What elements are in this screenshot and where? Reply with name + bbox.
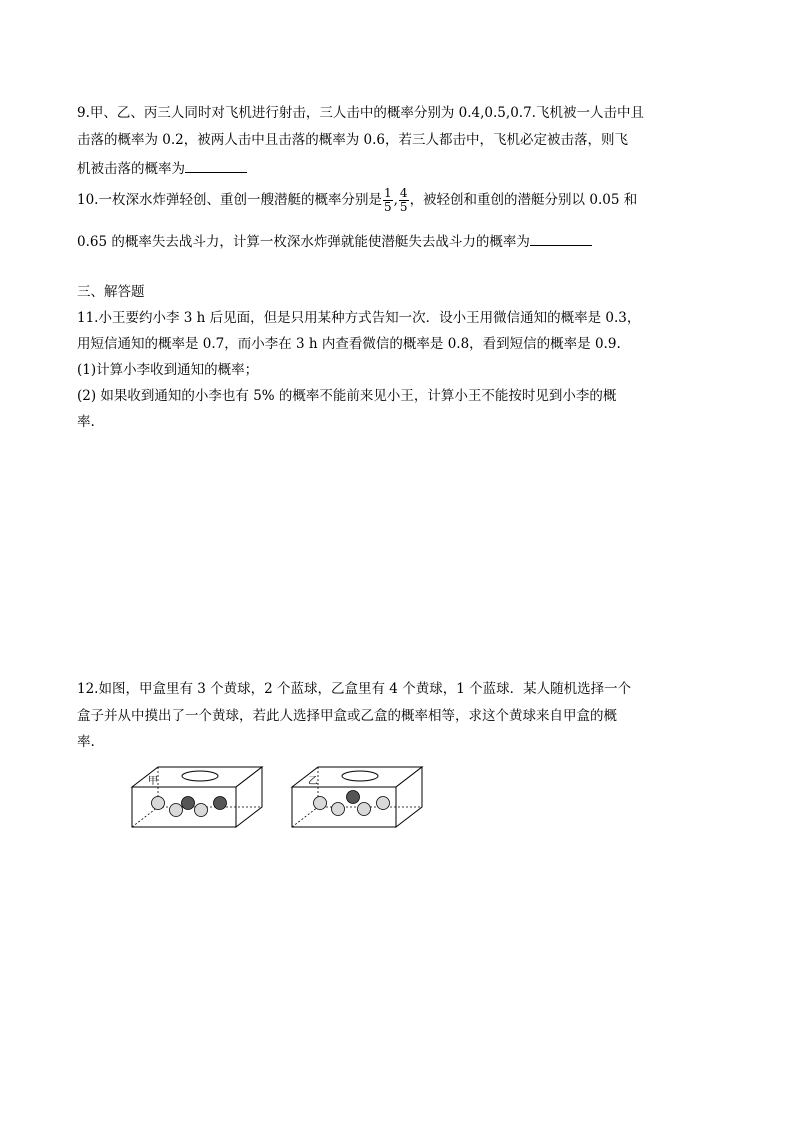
box-a-label: 甲: [148, 776, 158, 787]
q12-line-3: 率.: [77, 734, 95, 750]
q10-line-2-text: 0.65 的概率失去战斗力，计算一枚深水炸弹就能使潜艇失去战斗力的概率为: [77, 234, 530, 250]
q11-line-1: 11.小王要约小李 3 h 后见面，但是只用某种方式告知一次．设小王用微信通知的概率是 0.3，: [77, 310, 641, 326]
q12-line-1: 12.如图，甲盒里有 3 个黄球，2 个蓝球，乙盒里有 4 个黄球，1 个蓝球．某人随机选择一个: [77, 681, 632, 697]
box-a-yellow-ball: [195, 804, 208, 817]
q9-line-3: [77, 158, 247, 178]
q11-part-2-line-1: (2) 如果收到通知的小李也有 5% 的概率不能前来见小王，计算小王不能按时见到小李的概: [77, 388, 617, 404]
box-b-yellow-ball: [377, 797, 390, 810]
box-a-opening: [182, 771, 218, 781]
box-a-blue-ball: [214, 797, 227, 810]
q10-prefix: 10.一枚深水炸弹轻创、重创一艘潜艇的概率分别是: [77, 192, 382, 208]
q10-fraction-2: [399, 187, 409, 214]
q10-answer-blank: [530, 231, 592, 246]
q10-suffix: ，被轻创和重创的潜艇分别以 0.05 和: [409, 192, 638, 208]
box-b-blue-ball: [347, 791, 360, 804]
q10-frac2-denominator: 5: [399, 200, 408, 214]
box-b-yellow-ball: [358, 803, 371, 816]
q10-frac1-numerator: 1: [383, 186, 392, 200]
q9-line-3-text: 机被击落的概率为: [77, 161, 185, 177]
box-b-yellow-ball: [332, 803, 345, 816]
q10-fraction-1: [383, 187, 393, 214]
q10-line-2: [77, 231, 592, 251]
q11-part-2-line-2: 率.: [77, 414, 95, 430]
q10-comma: ,: [393, 192, 398, 208]
boxes-illustration: [128, 765, 428, 833]
q10-line-1: [77, 184, 637, 216]
q9-answer-blank: [185, 158, 247, 173]
q11-part-1: (1)计算小李收到通知的概率；: [77, 362, 259, 378]
q10-frac2-numerator: 4: [399, 186, 408, 200]
q11-line-2: 用短信通知的概率是 0.7，而小李在 3 h 内查看微信的概率是 0.8，看到短信的概率是 0.9.: [77, 336, 621, 352]
section-title: 三、解答题: [77, 284, 145, 300]
q9-line-1: 9.甲、乙、丙三人同时对飞机进行射击，三人击中的概率分别为 0.4,0.5,0.7.飞机被一人击中且: [77, 105, 644, 121]
q12-figure: [128, 765, 428, 837]
box-a-yellow-ball: [170, 804, 183, 817]
q10-frac1-denominator: 5: [383, 200, 392, 214]
box-b-yellow-ball: [314, 797, 327, 810]
box-b-opening: [342, 771, 378, 781]
q12-line-2: 盒子并从中摸出了一个黄球，若此人选择甲盒或乙盒的概率相等，求这个黄球来自甲盒的概: [77, 708, 617, 724]
box-b-label: 乙: [308, 776, 318, 787]
box-a-yellow-ball: [152, 797, 165, 810]
box-a-blue-ball: [182, 797, 195, 810]
q9-line-2: 击落的概率为 0.2，被两人击中且击落的概率为 0.6，若三人都击中，飞机必定被击落，则飞: [77, 132, 629, 148]
